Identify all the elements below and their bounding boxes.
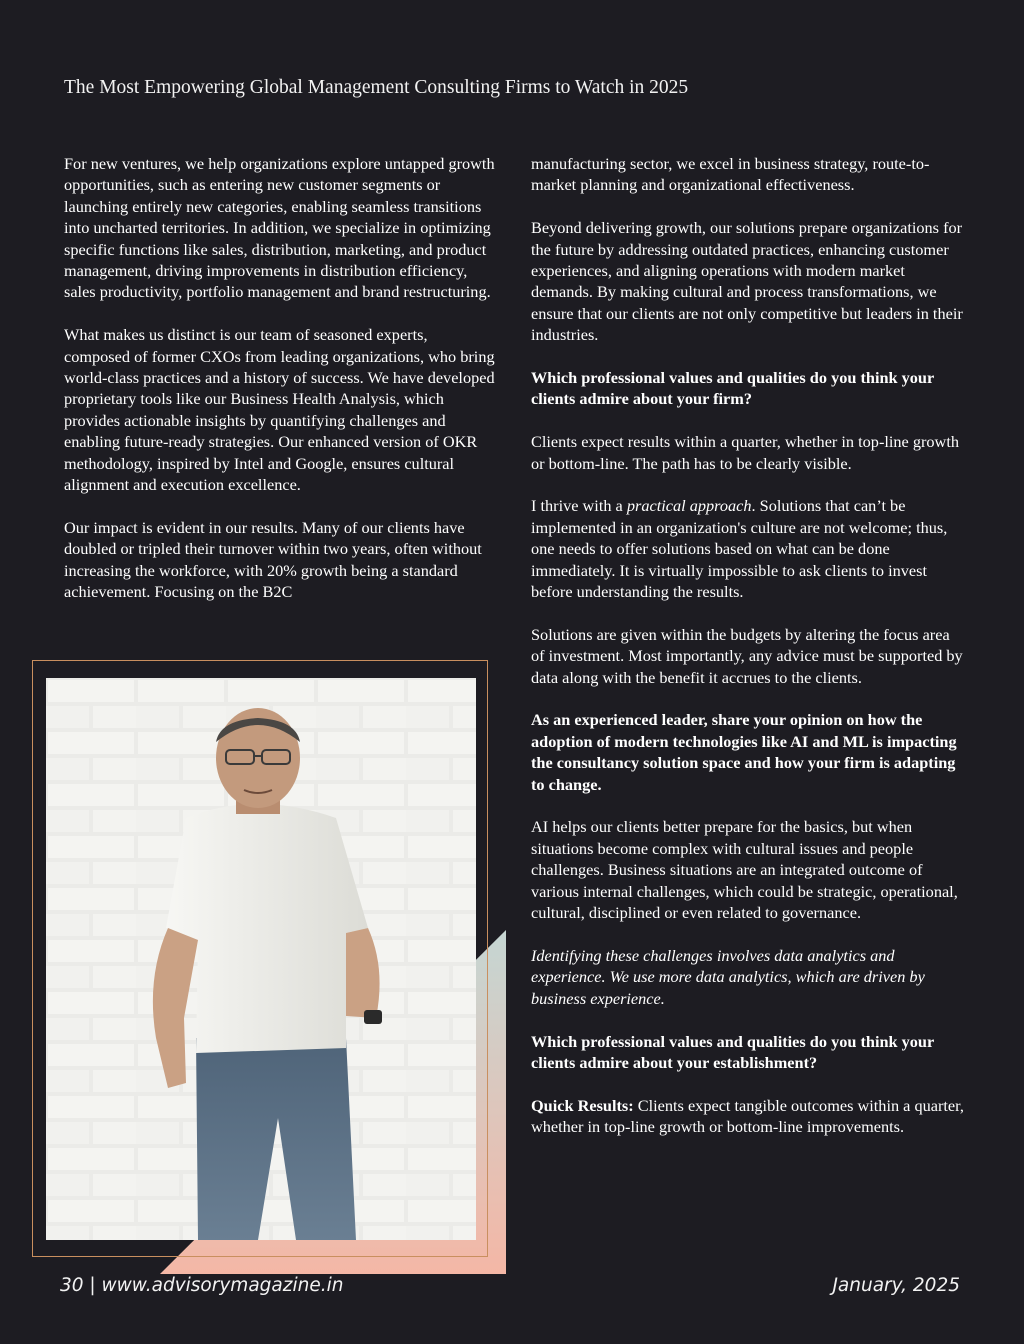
portrait-illustration: [46, 678, 476, 1240]
left-paragraph-2: What makes us distinct is our team of seasoned experts, composed of former CXOs from leading organizations, who bring world-class practices and a history of success. We have developed proprietary tools like our Business Health Analysis, which provides actionable insights by quantifying challenges and enabling future-ready strategies. Our enhanced version of OKR methodology, inspired by Intel and Google, ensures cultural alignment and execution excellence.: [64, 325, 495, 495]
header-title: The Most Empowering Global Management Consulting Firms to Watch in 2025: [64, 77, 689, 98]
quick-results-text: Clients expect tangible outcomes within a quarter, whether in top-line growth or bottom-line improvements.: [531, 1095, 964, 1137]
interview-question-3: Which professional values and qualities do you think your clients admire about your establishment?: [531, 1031, 934, 1072]
footer-page-ref: 30 | www.advisorymagazine.in: [60, 1275, 344, 1296]
portrait-photo: [46, 678, 476, 1240]
left-paragraph-3: Our impact is evident in our results. Many of our clients have doubled or tripled their turnover within two years, often without increasing the workforce, with 20% growth being a standard achievement. Focusing on the B2C: [64, 517, 482, 602]
interview-question-1: Which professional values and qualities do you think your clients admire about your firm?: [531, 368, 934, 409]
right-paragraph-2: Beyond delivering growth, our solutions prepare organizations for the future by addressing outdated practices, enhancing customer experiences, and aligning operations with modern market demands. By making cultural and process transformations, we ensure that our clients are not only competitive but leaders in their industries.: [531, 218, 963, 345]
right-paragraph-1: manufacturing sector, we excel in business strategy, route-to-market planning and organizational effectiveness.: [531, 154, 930, 195]
left-paragraph-1: For new ventures, we help organizations explore untapped growth opportunities, such as entering new customer segments or launching entirely new categories, enabling seamless transitions into uncharted territories. In addition, we specialize in optimizing specific functions like sales, distribution, marketing, and product management, driving improvements in distribution efficiency, sales productivity, portfolio management and brand restructuring.: [64, 154, 495, 302]
p4-lead: I thrive with a: [531, 496, 627, 516]
footer-date: January, 2025: [832, 1275, 960, 1296]
p4-emphasis: practical approach: [626, 496, 752, 516]
p4-rest: . Solutions that can’t be implemented in an organization's culture are not welcome; thus, one needs to offer solutions based on what can be done immediately. It is virtually impossible to ask clients to invest before understanding the results.: [531, 496, 948, 602]
right-paragraph-4: [531, 495, 967, 602]
right-paragraph-5: Solutions are given within the budgets by altering the focus area of investment. Most importantly, any advice must be supported by data along with the benefit it accrues to the clients.: [531, 624, 963, 687]
quick-results-label: Quick Results:: [531, 1095, 634, 1115]
right-column: [531, 153, 967, 1159]
right-paragraph-6: AI helps our clients better prepare for the basics, but when situations become complex with cultural issues and people challenges. Business situations are an integrated outcome of various internal challenges, which could be strategic, operational, cultural, disciplined or even related to governance.: [531, 817, 958, 923]
right-paragraph-3: Clients expect results within a quarter, whether in top-line growth or bottom-line. The path has to be clearly visible.: [531, 432, 959, 473]
left-column: [64, 153, 496, 624]
p7-italic: Identifying these challenges involves data analytics and experience. We use more data analytics, which are driven by business experience.: [531, 945, 925, 1008]
interview-question-2: As an experienced leader, share your opinion on how the adoption of modern technologies like AI and ML is impacting the consultancy solution space and how your firm is adapting to change.: [531, 710, 957, 794]
right-paragraph-7: [531, 945, 967, 1009]
right-paragraph-8: [531, 1095, 967, 1138]
